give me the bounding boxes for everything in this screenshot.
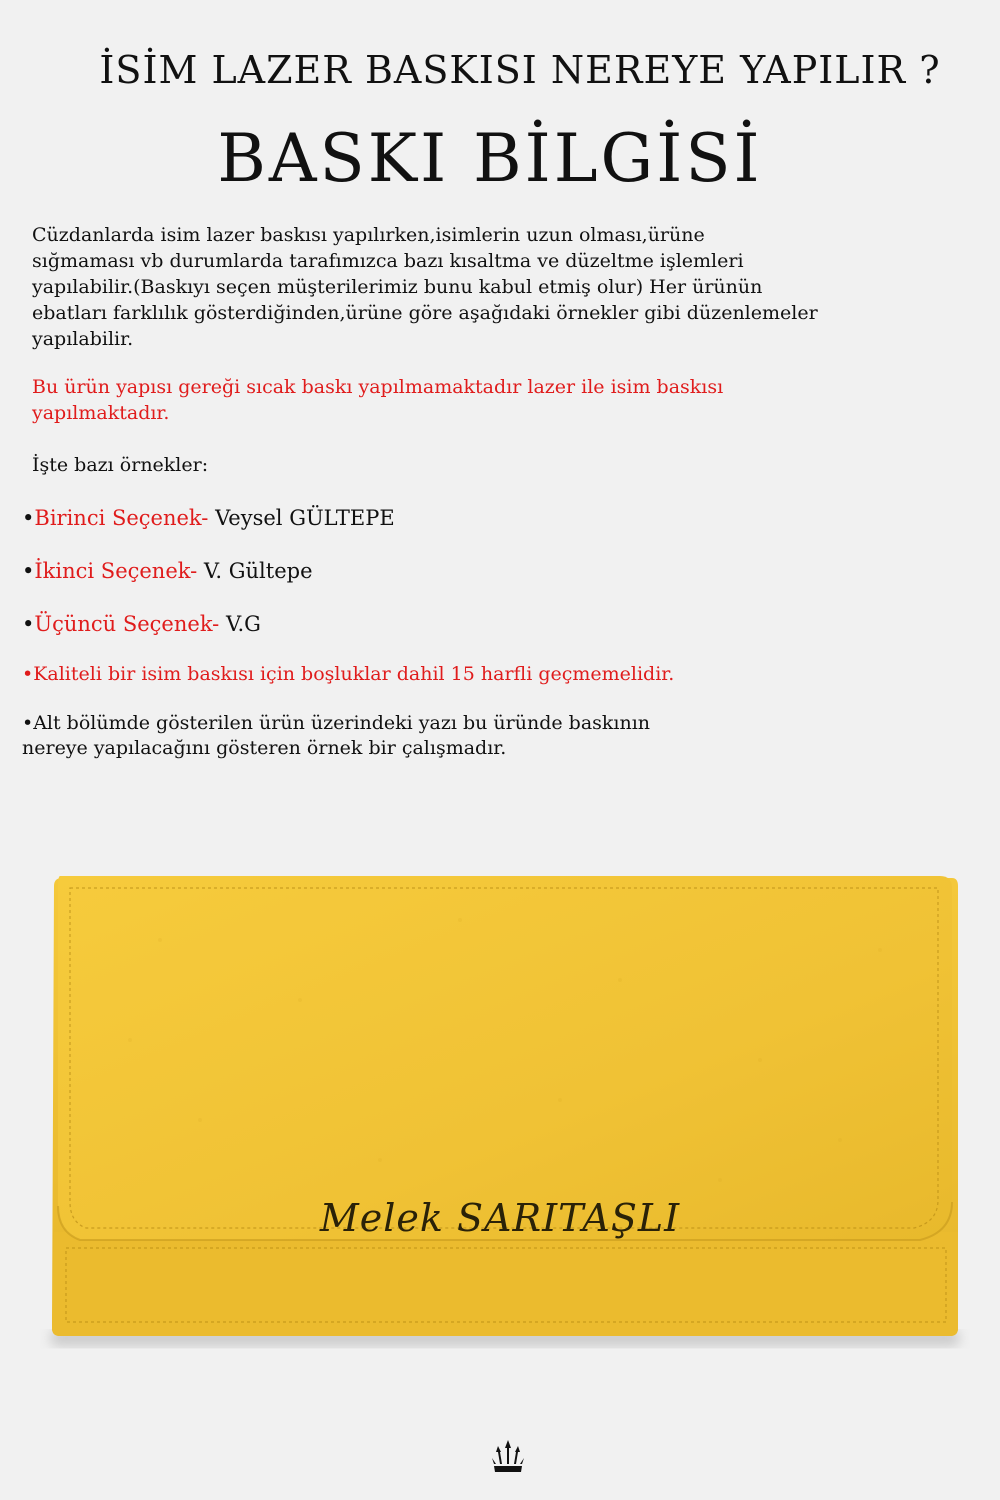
wallet-illustration xyxy=(40,860,970,1360)
intro-line: yapılabilir.(Baskıyı seçen müşterilerimiz bunu kabul etmiş olur) Her ürünün xyxy=(32,276,763,298)
intro-line: Cüzdanlarda isim lazer baskısı yapılırken,isimlerin uzun olması,ürüne xyxy=(32,224,705,246)
option-label: Üçüncü Seçenek- xyxy=(34,612,220,636)
option-third xyxy=(22,612,261,636)
warning-line: yapılmaktadır. xyxy=(32,402,170,424)
option-value: Veysel GÜLTEPE xyxy=(208,506,395,530)
wallet-image xyxy=(40,860,970,1360)
option-label: İkinci Seçenek- xyxy=(34,559,198,583)
intro-line: ebatları farklılık gösterdiğinden,ürüne göre aşağıdaki örnekler gibi düzenlemeler xyxy=(32,302,818,324)
option-value: V. Gültepe xyxy=(197,559,313,583)
intro-line: yapılabilir. xyxy=(32,328,134,350)
bullet: • xyxy=(22,559,35,583)
limit-note: •Kaliteli bir isim baskısı için boşluklar dahil 15 harfli geçmemelidir. xyxy=(22,663,675,685)
bottom-note-line: nereye yapılacağını gösteren örnek bir çalışmadır. xyxy=(22,737,507,759)
trident-crown-icon xyxy=(488,1436,528,1476)
examples-heading: İşte bazı örnekler: xyxy=(32,454,209,476)
warning-paragraph xyxy=(32,374,982,426)
bullet: • xyxy=(22,612,35,636)
intro-line: sığmaması vb durumlarda tarafımızca bazı kısaltma ve düzeltme işlemleri xyxy=(32,250,744,272)
bullet: • xyxy=(22,506,35,530)
bottom-note xyxy=(22,711,982,761)
bottom-note-line: •Alt bölümde gösterilen ürün üzerindeki yazı bu üründe baskının xyxy=(22,712,651,734)
wallet-flap xyxy=(58,876,952,1240)
intro-paragraph xyxy=(32,222,982,352)
option-value: V.G xyxy=(219,612,261,636)
option-second xyxy=(22,559,313,583)
engraved-name: Melek SARITAŞLI xyxy=(319,1196,681,1240)
option-label: Birinci Seçenek- xyxy=(34,506,209,530)
option-first xyxy=(22,506,395,530)
page-title: BASKI BİLGİSİ xyxy=(217,120,763,197)
question-heading: İSİM LAZER BASKISI NEREYE YAPILIR ? xyxy=(99,48,941,92)
warning-line: Bu ürün yapısı gereği sıcak baskı yapılmamaktadır lazer ile isim baskısı xyxy=(32,376,724,398)
